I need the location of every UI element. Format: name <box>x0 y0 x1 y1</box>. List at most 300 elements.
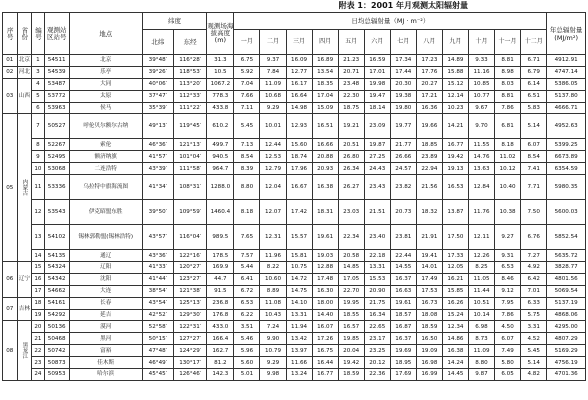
row-lat: 50°15′ <box>142 333 173 345</box>
row-location: 延吉 <box>69 309 142 321</box>
row-code: 8 <box>32 139 45 151</box>
row-month-2: 12.53 <box>260 151 286 163</box>
row-month-5: 20.51 <box>338 139 364 151</box>
table-row <box>3 297 586 309</box>
header-location: 地点 <box>69 13 142 55</box>
row-month-3: 16.67 <box>286 175 312 200</box>
table-row <box>3 139 586 151</box>
row-month-1: 6.22 <box>234 309 260 321</box>
row-month-3: 15.60 <box>286 139 312 151</box>
row-month-9: 12.14 <box>442 90 468 102</box>
row-annual: 5600.03 <box>547 200 586 225</box>
row-month-6: 13.31 <box>364 262 390 274</box>
row-month-9: 14.21 <box>442 114 468 139</box>
row-month-8: 18.59 <box>416 321 442 333</box>
table-row <box>3 333 586 345</box>
row-month-2: 10.68 <box>260 90 286 102</box>
row-station-id: 54342 <box>44 273 69 285</box>
row-station-id: 50468 <box>44 333 69 345</box>
row-annual: 5635.72 <box>547 250 586 262</box>
row-station-id: 54324 <box>44 262 69 274</box>
row-month-7: 18.57 <box>390 309 416 321</box>
row-lon: 116°04′ <box>173 225 206 250</box>
row-month-5: 26.34 <box>338 163 364 175</box>
row-month-8: 20.27 <box>416 78 442 90</box>
row-month-2: 12.04 <box>260 175 286 200</box>
row-month-6: 20.12 <box>364 357 390 369</box>
row-month-9: 17.50 <box>442 225 468 250</box>
row-month-8: 22.94 <box>416 163 442 175</box>
row-month-7: 17.44 <box>390 66 416 78</box>
row-month-10: 8.80 <box>468 357 494 369</box>
row-code: 18 <box>32 297 45 309</box>
row-month-8: 17.23 <box>416 55 442 67</box>
header-latlon: 纬度 <box>142 13 207 30</box>
row-province: 北京 <box>17 55 32 67</box>
row-month-6: 22.18 <box>364 250 390 262</box>
row-location: 乐亭 <box>69 66 142 78</box>
row-month-8: 21.91 <box>416 225 442 250</box>
table-row <box>3 225 586 250</box>
row-month-10: 11.44 <box>468 285 494 297</box>
row-month-5: 22.70 <box>338 285 364 297</box>
row-month-7: 23.82 <box>390 175 416 200</box>
row-month-6: 15.53 <box>364 273 390 285</box>
row-province: 吉林 <box>17 297 32 321</box>
table-row <box>3 55 586 67</box>
row-month-7: 16.37 <box>390 333 416 345</box>
row-station-id: 50742 <box>44 345 69 357</box>
row-month-4: 16.75 <box>312 345 338 357</box>
row-month-7: 23.81 <box>390 225 416 250</box>
row-altitude: 81.2 <box>207 357 234 369</box>
row-month-9: 12.34 <box>442 321 468 333</box>
row-station-id: 52495 <box>44 151 69 163</box>
row-lon: 123°27′ <box>173 273 206 285</box>
row-month-1: 6.75 <box>234 55 260 67</box>
row-month-8: 14.01 <box>416 262 442 274</box>
header-month-8: 八月 <box>416 30 442 55</box>
row-month-4: 16.89 <box>312 55 338 67</box>
row-month-9: 12.05 <box>442 262 468 274</box>
row-month-5: 26.80 <box>338 151 364 163</box>
row-month-12: 5.14 <box>521 357 547 369</box>
row-month-4: 16.38 <box>312 175 338 200</box>
row-lat: 40°06′ <box>142 78 173 90</box>
row-month-7: 19.69 <box>390 345 416 357</box>
row-month-8: 19.09 <box>416 345 442 357</box>
row-month-10: 13.63 <box>468 163 494 175</box>
row-month-5: 18.59 <box>338 369 364 381</box>
row-code: 19 <box>32 309 45 321</box>
row-month-5: 26.27 <box>338 175 364 200</box>
row-month-12: 7.50 <box>521 200 547 225</box>
table-row <box>3 273 586 285</box>
row-month-9: 15.85 <box>442 285 468 297</box>
table-row <box>3 369 586 381</box>
row-lon: 122°31′ <box>173 321 206 333</box>
row-month-12: 6.33 <box>521 297 547 309</box>
header-lon: 东经 <box>173 30 206 55</box>
row-seq: 06 <box>3 262 18 298</box>
row-month-2: 10.01 <box>260 114 286 139</box>
row-month-3: 10.75 <box>286 262 312 274</box>
row-month-7: 18.95 <box>390 357 416 369</box>
row-month-1: 5.46 <box>234 333 260 345</box>
row-station-id: 53543 <box>44 200 69 225</box>
row-month-12: 8.54 <box>521 151 547 163</box>
row-month-10: 11.55 <box>468 139 494 151</box>
row-month-7: 19.77 <box>390 114 416 139</box>
row-annual: 4756.19 <box>547 357 586 369</box>
row-month-1: 7.66 <box>234 90 260 102</box>
row-month-12: 6.76 <box>521 225 547 250</box>
row-code: 9 <box>32 151 45 163</box>
row-month-1: 5.96 <box>234 345 260 357</box>
row-month-6: 19.98 <box>364 78 390 90</box>
row-month-9: 16.21 <box>442 273 468 285</box>
row-month-11: 7.95 <box>495 297 521 309</box>
row-month-12: 7.71 <box>521 175 547 200</box>
row-lon: 120°27′ <box>173 262 206 274</box>
table-row <box>3 262 586 274</box>
row-station-id: 52267 <box>44 139 69 151</box>
row-month-2: 9.29 <box>260 102 286 114</box>
row-code: 7 <box>32 114 45 139</box>
row-lon: 122°16′ <box>173 250 206 262</box>
row-location: 北京 <box>69 55 142 67</box>
row-month-8: 17.49 <box>416 273 442 285</box>
row-month-11: 6.05 <box>495 369 521 381</box>
row-lat: 35°39′ <box>142 102 173 114</box>
row-month-9: 15.88 <box>442 66 468 78</box>
row-lon: 121°13′ <box>173 139 206 151</box>
row-annual: 4295.00 <box>547 321 586 333</box>
row-month-5: 22.34 <box>338 225 364 250</box>
table-row <box>3 285 586 297</box>
table-row <box>3 321 586 333</box>
row-lon: 111°22′ <box>173 102 206 114</box>
row-lon: 101°04′ <box>173 151 206 163</box>
row-month-9: 15.24 <box>442 309 468 321</box>
row-code: 12 <box>32 200 45 225</box>
row-code: 11 <box>32 175 45 200</box>
header-month-2: 二月 <box>260 30 286 55</box>
row-annual: 6354.59 <box>547 163 586 175</box>
row-annual: 5852.54 <box>547 225 586 250</box>
row-altitude: 499.7 <box>207 139 234 151</box>
row-month-12: 4.82 <box>521 369 547 381</box>
row-lat: 38°54′ <box>142 285 173 297</box>
row-month-6: 19.87 <box>364 139 390 151</box>
row-month-11: 7.86 <box>495 102 521 114</box>
row-station-id: 53068 <box>44 163 69 175</box>
row-month-6: 23.17 <box>364 333 390 345</box>
row-month-4: 16.07 <box>312 321 338 333</box>
row-month-7: 26.66 <box>390 151 416 163</box>
row-lat: 41°34′ <box>142 175 173 200</box>
row-month-5: 21.23 <box>338 55 364 67</box>
row-month-11: 8.18 <box>495 139 521 151</box>
row-lon: 125°13′ <box>173 297 206 309</box>
row-month-4: 16.66 <box>312 139 338 151</box>
radiation-table <box>2 12 586 381</box>
row-month-1: 8.18 <box>234 200 260 225</box>
header-code: 编号 <box>32 13 45 55</box>
row-lat: 45°45′ <box>142 369 173 381</box>
row-annual: 5386.05 <box>547 78 586 90</box>
row-annual: 4801.56 <box>547 273 586 285</box>
row-month-6: 16.34 <box>364 309 390 321</box>
row-month-9: 14.86 <box>442 333 468 345</box>
row-month-10: 9.33 <box>468 55 494 67</box>
row-month-5: 20.71 <box>338 66 364 78</box>
row-month-12: 6.14 <box>521 78 547 90</box>
row-month-1: 8.39 <box>234 163 260 175</box>
row-lat: 37°47′ <box>142 90 173 102</box>
header-month-1: 一月 <box>234 30 260 55</box>
row-annual: 3828.77 <box>547 262 586 274</box>
row-month-8: 21.56 <box>416 175 442 200</box>
row-month-6: 20.90 <box>364 285 390 297</box>
row-month-9: 14.89 <box>442 55 468 67</box>
header-annual: 年总辐射量(MJ/m²) <box>547 13 586 55</box>
row-month-3: 16.64 <box>286 90 312 102</box>
row-month-11: 9.12 <box>495 285 521 297</box>
row-seq: 05 <box>3 114 18 262</box>
row-month-8: 18.08 <box>416 309 442 321</box>
header-month-9: 九月 <box>442 30 468 55</box>
row-annual: 4666.71 <box>547 102 586 114</box>
row-month-12: 6.79 <box>521 66 547 78</box>
row-month-9: 16.38 <box>442 345 468 357</box>
row-code: 24 <box>32 369 45 381</box>
row-month-8: 16.73 <box>416 297 442 309</box>
row-month-12: 4.52 <box>521 333 547 345</box>
row-station-id: 54662 <box>44 285 69 297</box>
row-month-10: 8.73 <box>468 333 494 345</box>
header-month-12: 十二月 <box>521 30 547 55</box>
row-month-2: 10.43 <box>260 309 286 321</box>
table-row <box>3 102 586 114</box>
row-lat: 41°44′ <box>142 273 173 285</box>
row-month-7: 21.77 <box>390 139 416 151</box>
row-month-2: 10.60 <box>260 273 286 285</box>
row-month-10: 11.16 <box>468 66 494 78</box>
row-location: 富裕 <box>69 345 142 357</box>
row-month-5: 16.57 <box>338 321 364 333</box>
row-month-1: 7.65 <box>234 225 260 250</box>
row-month-8: 19.41 <box>416 250 442 262</box>
row-month-10: 10.51 <box>468 297 494 309</box>
row-month-2: 8.22 <box>260 262 286 274</box>
row-month-11: 8.81 <box>495 55 521 67</box>
row-month-5: 19.42 <box>338 357 364 369</box>
row-month-3: 13.24 <box>286 369 312 381</box>
row-altitude: 169.9 <box>207 262 234 274</box>
row-month-7: 22.44 <box>390 250 416 262</box>
row-code: 3 <box>32 66 45 78</box>
row-province: 黑龙江 <box>17 321 32 380</box>
row-month-2: 12.31 <box>260 225 286 250</box>
header-month-5: 五月 <box>338 30 364 55</box>
row-month-5: 23.48 <box>338 78 364 90</box>
row-month-9: 16.53 <box>442 175 468 200</box>
row-lon: 127°27′ <box>173 333 206 345</box>
row-province: 内蒙古 <box>17 114 32 262</box>
row-month-3: 15.57 <box>286 225 312 250</box>
row-station-id: 54539 <box>44 66 69 78</box>
row-month-5: 19.21 <box>338 114 364 139</box>
row-month-1: 5.92 <box>234 66 260 78</box>
row-location: 大连 <box>69 285 142 297</box>
row-month-7: 24.57 <box>390 163 416 175</box>
row-month-7: 19.61 <box>390 297 416 309</box>
row-altitude: 778.3 <box>207 90 234 102</box>
row-station-id: 50527 <box>44 114 69 139</box>
row-lat: 52°58′ <box>142 321 173 333</box>
row-month-1: 8.54 <box>234 151 260 163</box>
row-month-8: 16.99 <box>416 369 442 381</box>
row-lat: 49°13′ <box>142 114 173 139</box>
row-month-4: 17.48 <box>312 273 338 285</box>
row-annual: 6673.89 <box>547 151 586 163</box>
row-altitude: 940.5 <box>207 151 234 163</box>
row-lat: 41°57′ <box>142 151 173 163</box>
table-row <box>3 66 586 78</box>
row-month-4: 16.44 <box>312 357 338 369</box>
row-annual: 4912.91 <box>547 55 586 67</box>
row-month-7: 20.73 <box>390 200 416 225</box>
header-altitude: 观测场海拔高度(m) <box>207 13 234 55</box>
row-annual: 5399.25 <box>547 139 586 151</box>
row-month-10: 9.67 <box>468 102 494 114</box>
row-month-8: 16.36 <box>416 102 442 114</box>
row-lon: 129°30′ <box>173 309 206 321</box>
row-seq: 02 <box>3 66 18 78</box>
row-month-9: 16.26 <box>442 297 468 309</box>
row-month-2: 7.24 <box>260 321 286 333</box>
row-month-4: 12.88 <box>312 262 338 274</box>
row-lat: 43°57′ <box>142 225 173 250</box>
row-location: 侯马 <box>69 102 142 114</box>
row-station-id: 54292 <box>44 309 69 321</box>
header-month-7: 七月 <box>390 30 416 55</box>
row-month-11: 6.81 <box>495 114 521 139</box>
row-altitude: 31.3 <box>207 55 234 67</box>
row-month-11: 10.40 <box>495 175 521 200</box>
row-month-11: 6.53 <box>495 262 521 274</box>
row-altitude: 236.8 <box>207 297 234 309</box>
table-body <box>3 55 586 381</box>
row-location: 锡林郭勒盟(锡林浩特) <box>69 225 142 250</box>
row-code: 10 <box>32 163 45 175</box>
row-location: 沈阳 <box>69 273 142 285</box>
row-month-10: 10.14 <box>468 309 494 321</box>
row-month-6: 21.75 <box>364 297 390 309</box>
row-lon: 124°29′ <box>173 345 206 357</box>
row-month-12: 5.45 <box>521 345 547 357</box>
row-month-1: 6.53 <box>234 297 260 309</box>
row-lon: 112°33′ <box>173 90 206 102</box>
row-month-7: 14.55 <box>390 262 416 274</box>
row-month-11: 7.86 <box>495 309 521 321</box>
row-month-11: 4.50 <box>495 321 521 333</box>
row-station-id: 53963 <box>44 102 69 114</box>
row-month-1: 7.13 <box>234 139 260 151</box>
row-month-4: 17.26 <box>312 333 338 345</box>
row-month-5: 18.75 <box>338 102 364 114</box>
row-month-2: 12.79 <box>260 163 286 175</box>
row-month-11: 10.38 <box>495 200 521 225</box>
row-month-3: 18.74 <box>286 151 312 163</box>
row-lat: 47°48′ <box>142 345 173 357</box>
row-altitude: 964.7 <box>207 163 234 175</box>
row-lon: 121°38′ <box>173 285 206 297</box>
row-month-2: 12.07 <box>260 200 286 225</box>
row-station-id: 53487 <box>44 78 69 90</box>
row-altitude: 989.5 <box>207 225 234 250</box>
row-month-1: 6.72 <box>234 285 260 297</box>
row-month-3: 14.98 <box>286 102 312 114</box>
row-month-4: 19.03 <box>312 250 338 262</box>
row-month-4: 16.77 <box>312 369 338 381</box>
row-altitude: 162.7 <box>207 345 234 357</box>
row-month-6: 16.59 <box>364 55 390 67</box>
row-month-11: 8.98 <box>495 66 521 78</box>
header-month-10: 十月 <box>468 30 494 55</box>
row-code: 23 <box>32 357 45 369</box>
row-month-6: 23.40 <box>364 225 390 250</box>
row-month-4: 20.88 <box>312 151 338 163</box>
row-month-5: 20.58 <box>338 250 364 262</box>
row-month-3: 17.96 <box>286 163 312 175</box>
row-altitude: 178.5 <box>207 250 234 262</box>
row-code: 6 <box>32 102 45 114</box>
row-altitude: 433.8 <box>207 102 234 114</box>
table-row <box>3 357 586 369</box>
row-station-id: 53336 <box>44 175 69 200</box>
row-month-1: 5.45 <box>234 114 260 139</box>
row-month-6: 17.01 <box>364 66 390 78</box>
row-month-11: 7.49 <box>495 345 521 357</box>
row-month-9: 15.12 <box>442 78 468 90</box>
table-caption: 附表 1：2001 年月观测太阳辐射量 <box>338 1 468 10</box>
row-month-1: 5.44 <box>234 262 260 274</box>
row-month-3: 16.09 <box>286 55 312 67</box>
row-location: 额济纳旗 <box>69 151 142 163</box>
header-seq: 序号 <box>3 13 18 55</box>
row-altitude: 91.5 <box>207 285 234 297</box>
row-seq: 01 <box>3 55 18 67</box>
row-month-4: 16.51 <box>312 114 338 139</box>
row-month-12: 6.51 <box>521 90 547 102</box>
row-month-8: 17.53 <box>416 285 442 297</box>
row-lon: 111°58′ <box>173 163 206 175</box>
row-month-8: 19.66 <box>416 114 442 139</box>
row-location: 大同 <box>69 78 142 90</box>
table-header <box>3 13 586 55</box>
row-lat: 39°48′ <box>142 55 173 67</box>
row-month-4: 19.61 <box>312 225 338 250</box>
row-month-9: 19.42 <box>442 151 468 163</box>
row-lon: 109°59′ <box>173 200 206 225</box>
row-province: 山西 <box>17 78 32 114</box>
row-annual: 5069.54 <box>547 285 586 297</box>
row-month-3: 16.17 <box>286 78 312 90</box>
row-month-10: 12.26 <box>468 250 494 262</box>
row-annual: 4701.36 <box>547 369 586 381</box>
